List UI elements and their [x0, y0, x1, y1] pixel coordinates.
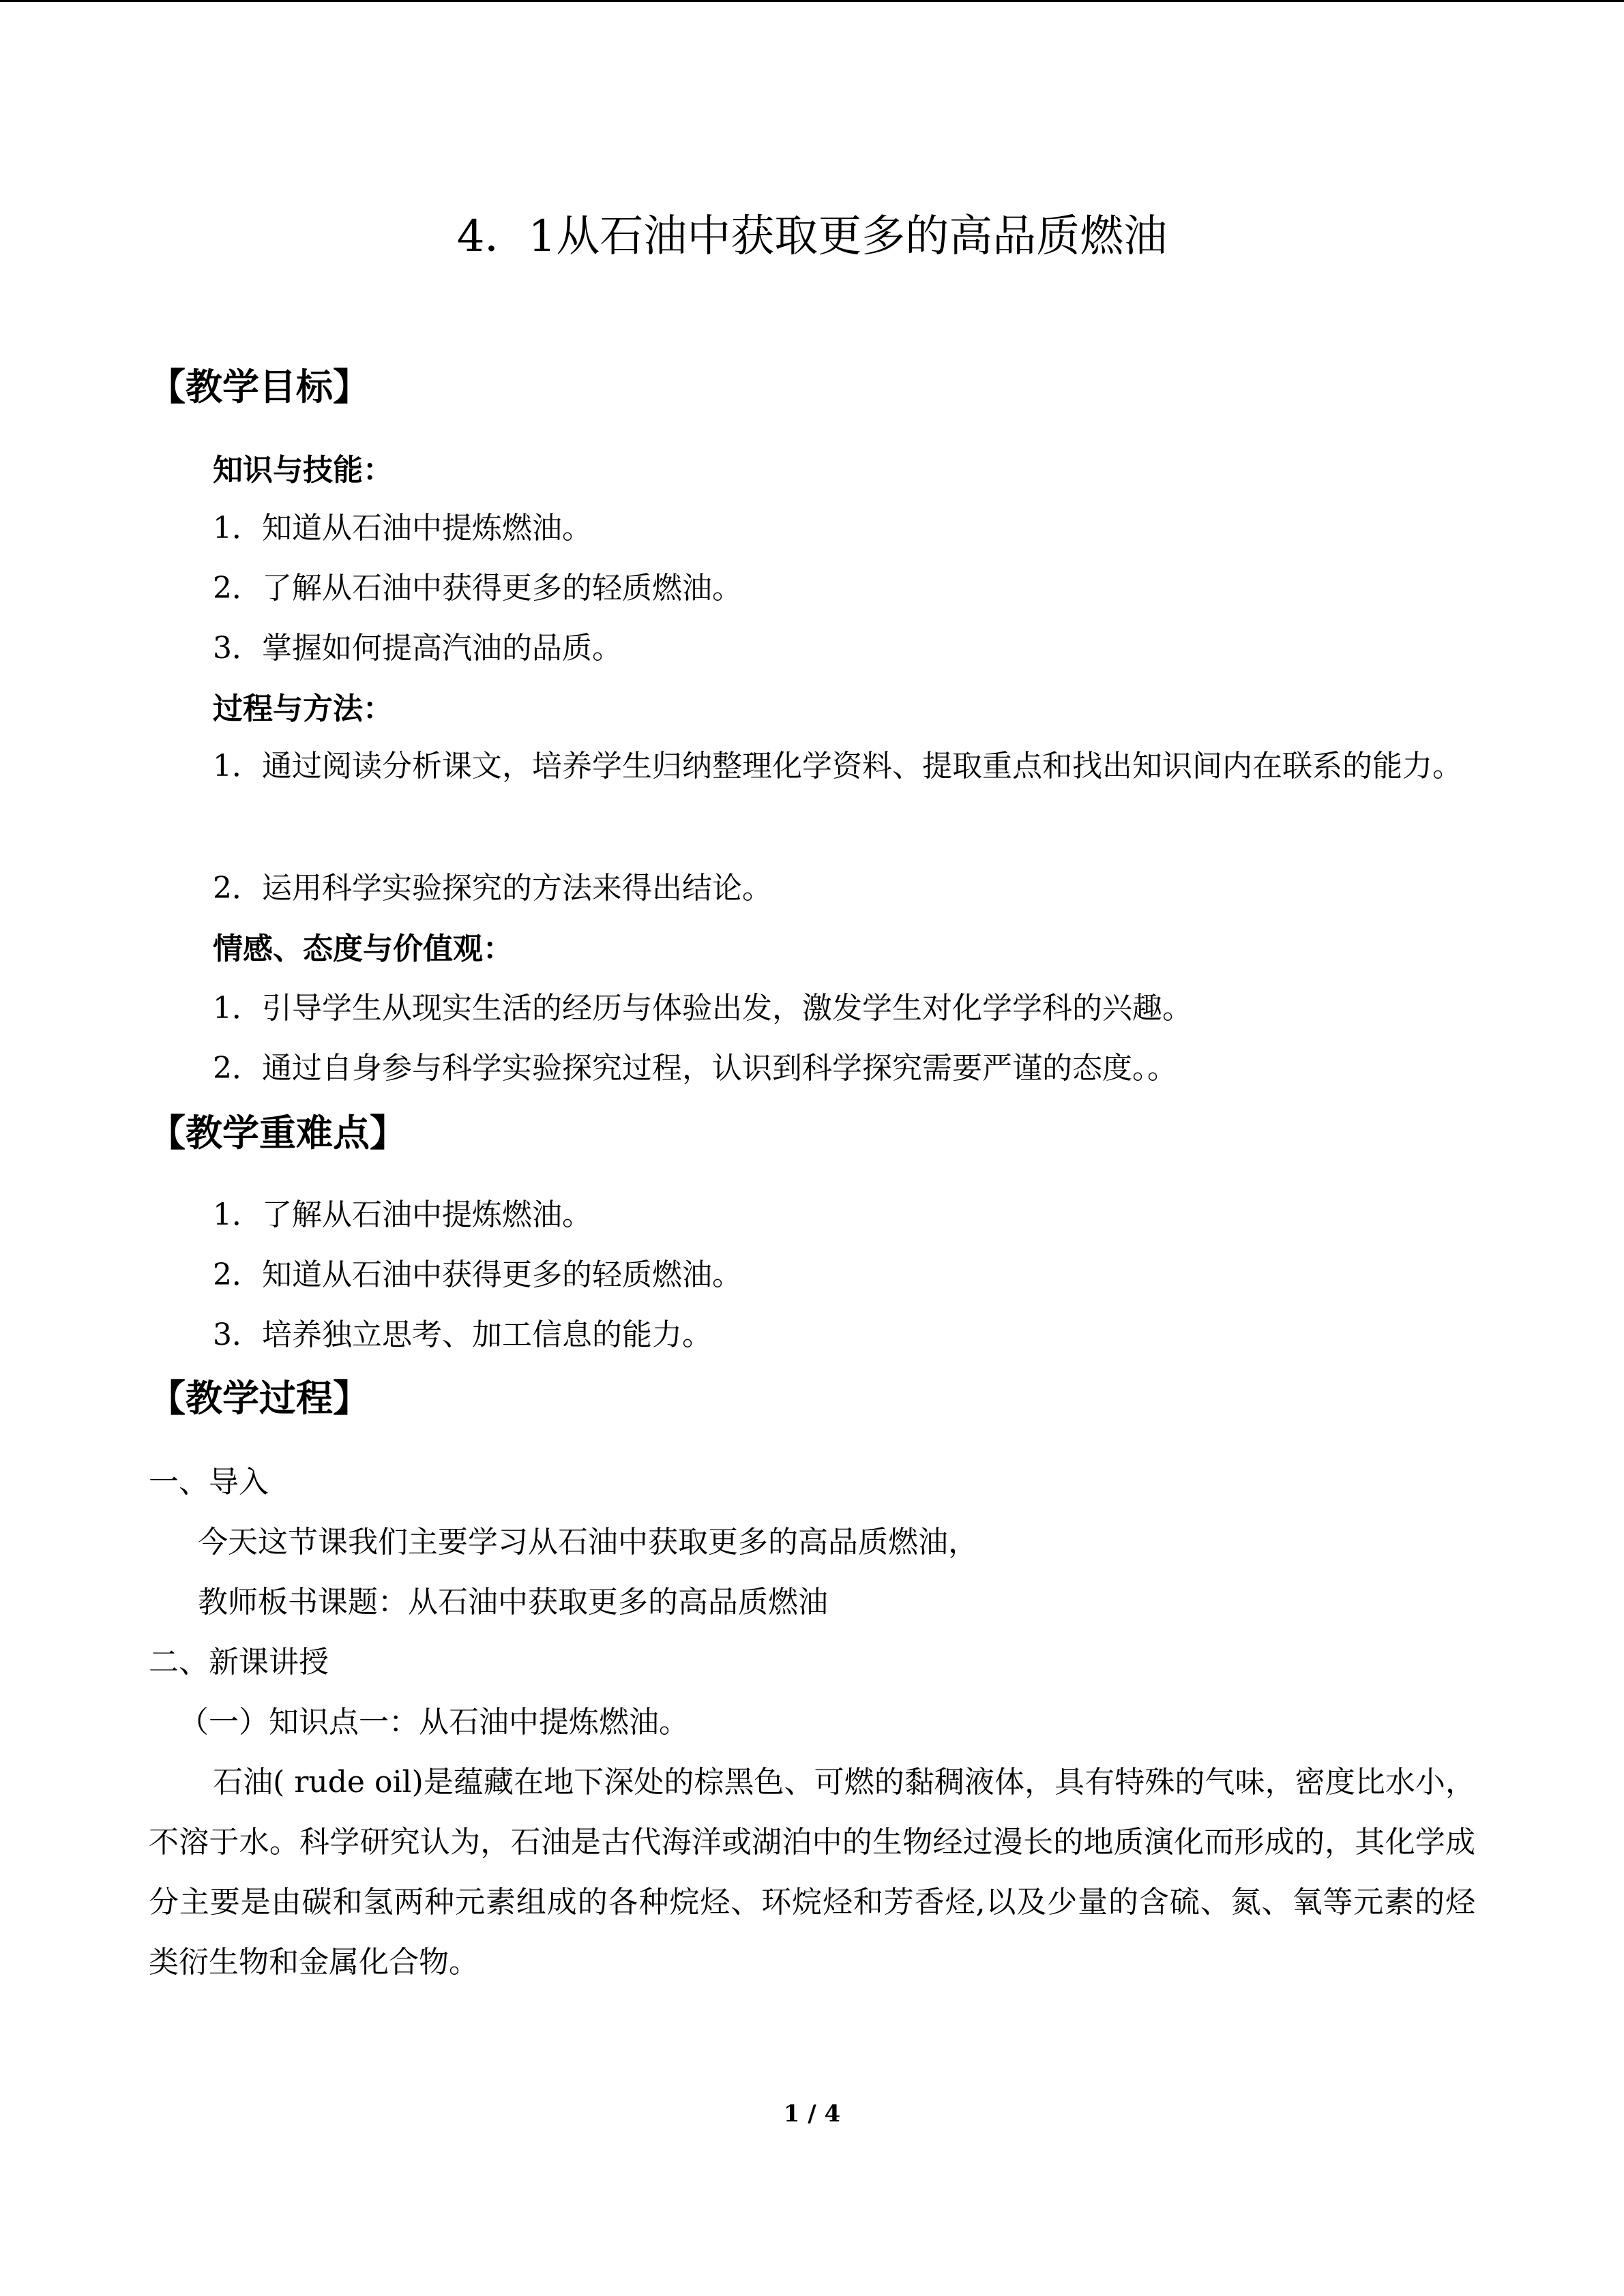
- knowledge-item-1: 1．知道从石油中提炼燃油。: [213, 511, 592, 546]
- knowledge-item-3: 3．掌握如何提高汽油的品质。: [213, 631, 622, 666]
- new-lesson-heading: 二、新课讲授: [149, 1645, 329, 1680]
- knowledge-item-2: 2．了解从石油中获得更多的轻质燃油。: [213, 571, 742, 606]
- process-item-2: 2．运用科学实验探究的方法来得出结论。: [213, 871, 772, 906]
- subheading-knowledge: 知识与技能：: [213, 453, 393, 488]
- emotion-item-2: 2．通过自身参与科学实验探究过程，认识到科学探究需要严谨的态度。。: [213, 1051, 1177, 1086]
- intro-line-1: 今天这节课我们主要学习从石油中获取更多的高品质燃油，: [198, 1525, 978, 1560]
- subheading-emotion: 情感、态度与价值观：: [213, 931, 513, 966]
- intro-line-2: 教师板书课题：从石油中获取更多的高品质燃油: [198, 1585, 828, 1620]
- key-point-item-1: 1．了解从石油中提炼燃油。: [213, 1197, 592, 1232]
- page-number: 1 / 4: [783, 2100, 841, 2128]
- key-point-item-2: 2．知道从石油中获得更多的轻质燃油。: [213, 1257, 742, 1292]
- process-item-1: 1．通过阅读分析课文，培养学生归纳整理化学资料、提取重点和找出知识间内在联系的能力。: [213, 749, 1462, 784]
- page-title: 4．1从石油中获取更多的高品质燃油: [456, 211, 1168, 262]
- subheading-process: 过程与方法：: [213, 691, 393, 726]
- intro-heading: 一、导入: [149, 1465, 269, 1500]
- section-heading-objectives: 【教学目标】: [149, 366, 370, 408]
- key-point-item-3: 3．培养独立思考、加工信息的能力。: [213, 1317, 712, 1352]
- petroleum-paragraph: 石油( rude oil)是蕴藏在地下深处的棕黑色、可燃的黏稠液体，具有特殊的气味，密度比水小，不溶于水。科学研究认为，石油是古代海洋或湖泊中的生物经过漫长的地质演化而形成的，其化学成分主要是由碳和氢两种元素组成的各种烷烃、环烷烃和芳香烃,以及少量的含硫、氮、氧等元素的烃类衍生物和金属化合物。: [149, 1765, 1475, 1980]
- section-heading-key-points: 【教学重难点】: [149, 1112, 407, 1154]
- emotion-item-1: 1．引导学生从现实生活的经历与体验出发，激发学生对化学学科的兴趣。: [213, 991, 1192, 1026]
- top-border: [0, 0, 1624, 2]
- section-heading-process: 【教学过程】: [149, 1377, 370, 1420]
- knowledge-point-1-heading: （一）知识点一：从石油中提炼燃油。: [179, 1705, 689, 1740]
